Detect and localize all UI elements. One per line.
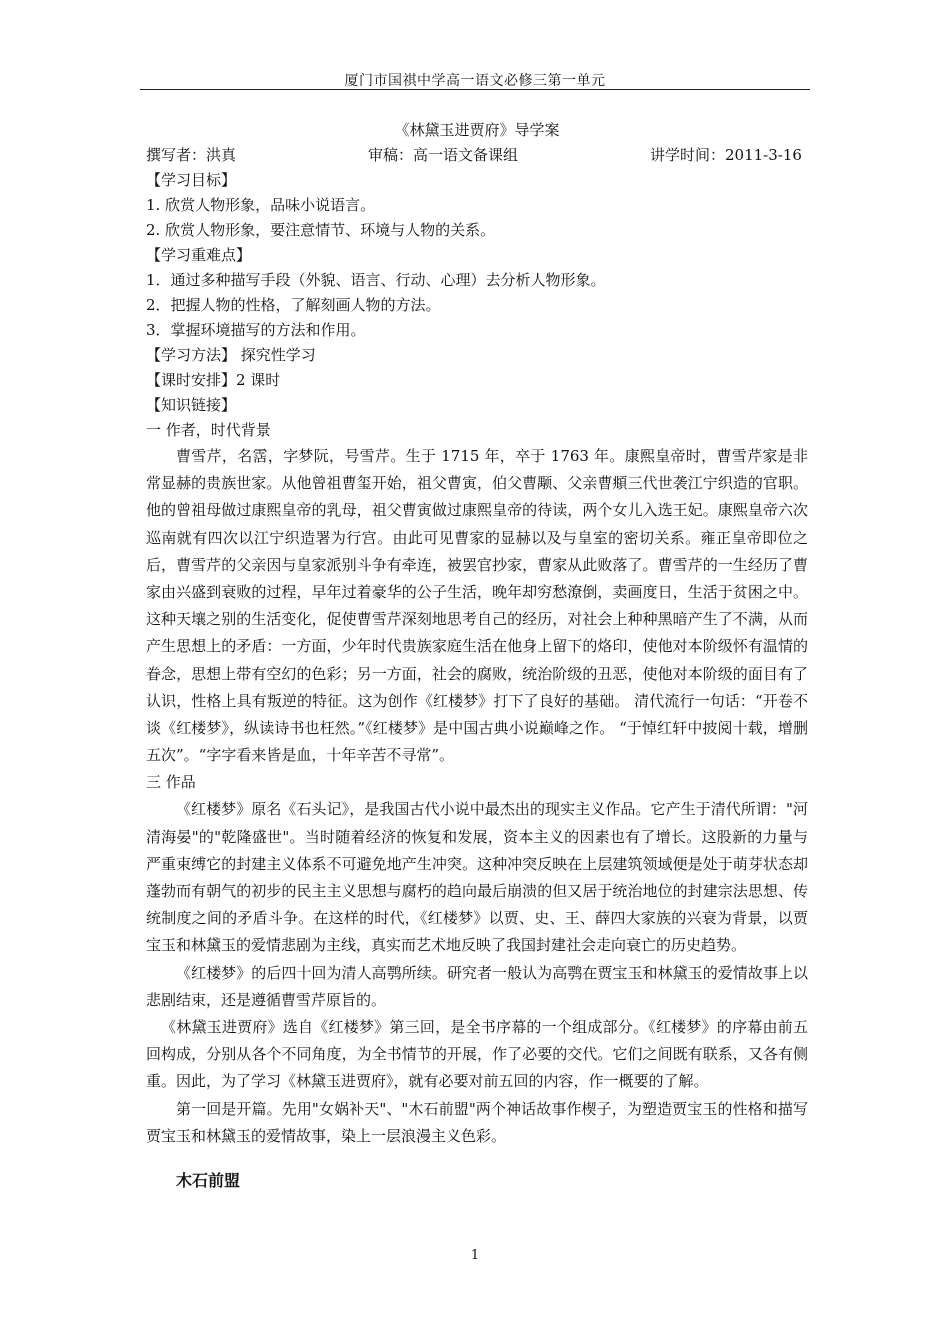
work-paragraph-2 — [146, 960, 808, 1014]
document-body — [146, 118, 808, 1150]
difficulties-heading: 【学习重难点】 — [146, 246, 252, 264]
difficulty-item: 2．把握人物的性格，了解刻画人物的方法。 — [146, 296, 441, 314]
paragraph-text: 曹雪芹，名霑，字梦阮，号雪芹。生于 1715 年，卒于 1763 年。康熙皇帝时，曹雪芹家是非常显赫的贵族世家。从他曾祖曹玺开始，祖父曹寅，伯父曹颙、父亲曹頫三代世袭江宁织造的官职。他的曾祖母做过康熙皇帝的乳母，祖父曹寅做过康熙皇帝的待读，两个女儿入选王妃。康熙皇帝六次巡南就有四次以江宁织造署为行宫。由此可见曹家的显赫以及与皇室的密切关系。雍正皇帝即位之后，曹雪芹的父亲因与皇家派别斗争有牵连，被罢官抄家，曹家从此败落了。曹雪芹的一生经历了曹家由兴盛到衰败的过程，早年过着豪华的公子生活，晚年却穷愁潦倒，卖画度日，生活于贫困之中。这种天壤之别的生活变化，促使曹雪芹深刻地思考自己的经历，对社会上种种黑暗产生了不满，从而产生思想上的矛盾：一方面，少年时代贵族家庭生活在他身上留下的烙印，使他对本阶级怀有温情的眷念，思想上带有空幻的色彩；另一方面，社会的腐败，统治阶级的丑恶，使他对本阶级的面目有了认识，性格上具有叛逆的特征。这为创作《红楼梦》打下了良好的基础。 清代流行一句话：“开卷不谈《红楼梦》，纵读诗书也枉然。”《红楼梦》是中国古典小说巅峰之作。 “于悼红轩中披阅十载，增删五次”。“字字看来皆是血，十年辛苦不寻常”。 — [146, 447, 808, 765]
page-number: 1 — [470, 1248, 480, 1263]
work-paragraph-4 — [146, 1096, 808, 1150]
goals-heading: 【学习目标】 — [146, 171, 237, 189]
paragraph-text: 第一回是开篇。先用"女娲补天"、"木石前盟"两个神话故事作楔子，为塑造贾宝玉的性格和描写贾宝玉和林黛玉的爱情故事，染上一层浪漫主义色彩。 — [146, 1099, 808, 1145]
difficulty-item: 1．通过多种描写手段（外貌、语言、行动、心理）去分析人物形象。 — [146, 271, 606, 289]
section1-heading: 一 作者，时代背景 — [146, 421, 271, 439]
goal-item: 1. 欣赏人物形象，品味小说语言。 — [146, 196, 376, 214]
author: 撰写者：洪真 — [146, 146, 237, 164]
paragraph-text: 《林黛玉进贾府》选自《红楼梦》第三回，是全书序幕的一个组成部分。《红楼梦》的序幕由前五回构成，分别从各个不同角度，为全书情节的开展，作了必要的交代。它们之间既有联系，又各有侧重。因此，为了学习《林黛玉进贾府》，就有必要对前五回的内容，作一概要的了解。 — [146, 1018, 808, 1091]
knowledge-heading: 【知识链接】 — [146, 396, 237, 414]
paragraph-text: 《红楼梦》原名《石头记》，是我国古代小说中最杰出的现实主义作品。它产生于清代所谓："河清海晏"的"乾隆盛世"。当时随着经济的恢复和发展，资本主义的因素也有了增长。这股新的力量与严重束缚它的封建主义体系不可避免地产生冲突。这种冲突反映在上层建筑领域便是处于萌芽状态却蓬勃而有朝气的初步的民主主义思想与腐朽的趋向最后崩溃的但又居于统治地位的封建宗法思想、传统制度之间的矛盾斗争。在这样的时代，《红楼梦》以贾、史、王、薛四大家族的兴衰为背景，以贾宝玉和林黛玉的爱情悲剧为主线，真实而艺术地反映了我国封建社会走向衰亡的历史趋势。 — [146, 800, 808, 955]
reviewer: 审稿：高一语文备课组 — [368, 146, 519, 164]
paragraph-text: 《红楼梦》的后四十回为清人高鹗所续。研究者一般认为高鹗在贾宝玉和林黛玉的爱情故事上以悲剧结束，还是遵循曹雪芹原旨的。 — [146, 963, 808, 1009]
page-header: 厦门市国祺中学高一语文必修三第一单元 — [344, 73, 606, 89]
author-paragraph — [146, 443, 808, 769]
work-paragraph-1 — [146, 796, 808, 959]
subheading-mushi-qianmeng: 木石前盟 — [176, 1171, 241, 1190]
header-rule — [140, 89, 810, 90]
work-paragraph-3 — [146, 1014, 808, 1096]
goal-item: 2. 欣赏人物形象，要注意情节、环境与人物的关系。 — [146, 221, 496, 239]
difficulty-item: 3．掌握环境描写的方法和作用。 — [146, 321, 366, 339]
schedule-line: 【课时安排】2 课时 — [146, 371, 281, 389]
document-title: 《林黛玉进贾府》导学案 — [394, 121, 560, 139]
section3-heading: 三 作品 — [146, 773, 196, 792]
document-meta — [146, 143, 808, 168]
lecture-date: 讲学时间：2011-3-16 — [650, 146, 802, 164]
method-line: 【学习方法】 探究性学习 — [146, 346, 316, 364]
